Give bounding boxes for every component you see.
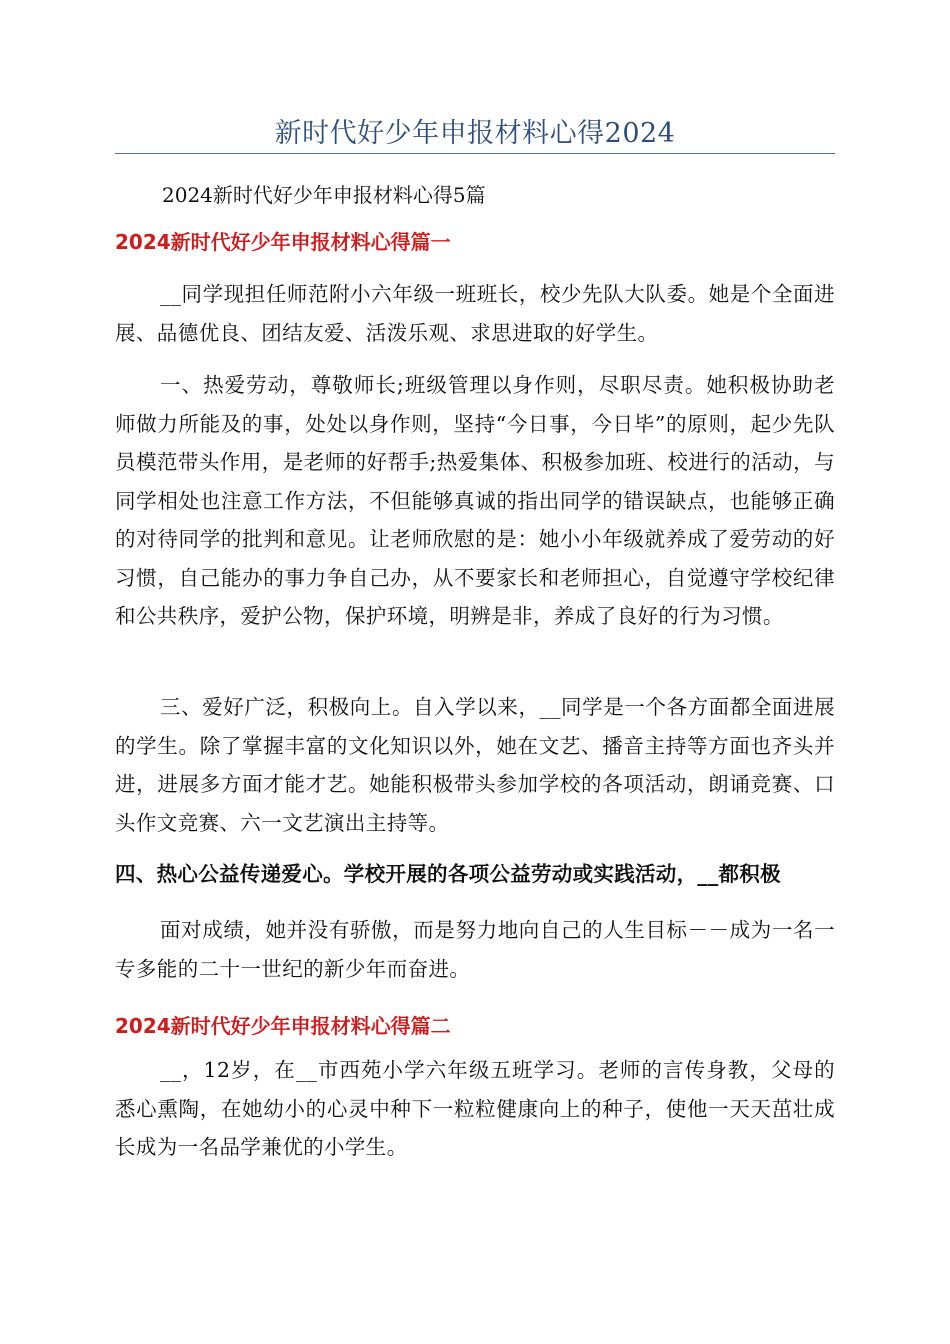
section-heading-2: 2024新时代好少年申报材料心得篇二 (115, 1014, 451, 1038)
section-heading-1: 2024新时代好少年申报材料心得篇一 (115, 230, 451, 254)
paragraph-section-one: 一、热爱劳动，尊敬师长;班级管理以身作则，尽职尽责。她积极协助老师做力所能及的事，处处以身作则，坚持“今日事，今日毕”的原则，起少先队员模范带头作用，是老师的好帮手;热爱集体、积极参加班、校进行的活动，与同学相处也注意工作方法，不但能够真诚的指出同学的错误缺点，也能够正确的对待同学的批判和意见。让老师欣慰的是：她小小年级就养成了爱劳动的好习惯，自己能办的事力争自己办，从不要家长和老师担心，自觉遵守学校纪律和公共秩序，爱护公物，保护环境，明辨是非，养成了良好的行为习惯。 (115, 373, 835, 628)
paragraph-section-four: 四、热心公益传递爱心。学校开展的各项公益劳动或实践活动，__都积极 (115, 862, 781, 886)
document-subtitle: 2024新时代好少年申报材料心得5篇 (162, 183, 486, 207)
document-title: 新时代好少年申报材料心得2024 (274, 118, 676, 149)
paragraph-part-two-intro: __，12岁，在__市西苑小学六年级五班学习。老师的言传身教，父母的悉心熏陶，在她幼小的心灵中种下一粒粒健康向上的种子，使他一天天茁壮成长成为一名品学兼优的小学生。 (115, 1058, 835, 1159)
title-divider (115, 153, 835, 154)
paragraph-intro: __同学现担任师范附小六年级一班班长，校少先队大队委。她是个全面进展、品德优良、团结友爱、活泼乐观、求思进取的好学生。 (115, 282, 835, 345)
paragraph-section-three: 三、爱好广泛，积极向上。自入学以来，__同学是一个各方面都全面进展的学生。除了掌握丰富的文化知识以外，她在文艺、播音主持等方面也齐头并进，进展多方面才能才艺。她能积极带头参加学校的各项活动，朗诵竞赛、口头作文竞赛、六一文艺演出主持等。 (115, 695, 835, 835)
paragraph-conclusion: 面对成绩，她并没有骄傲，而是努力地向自己的人生目标－－成为一名一专多能的二十一世纪的新少年而奋进。 (115, 918, 835, 981)
